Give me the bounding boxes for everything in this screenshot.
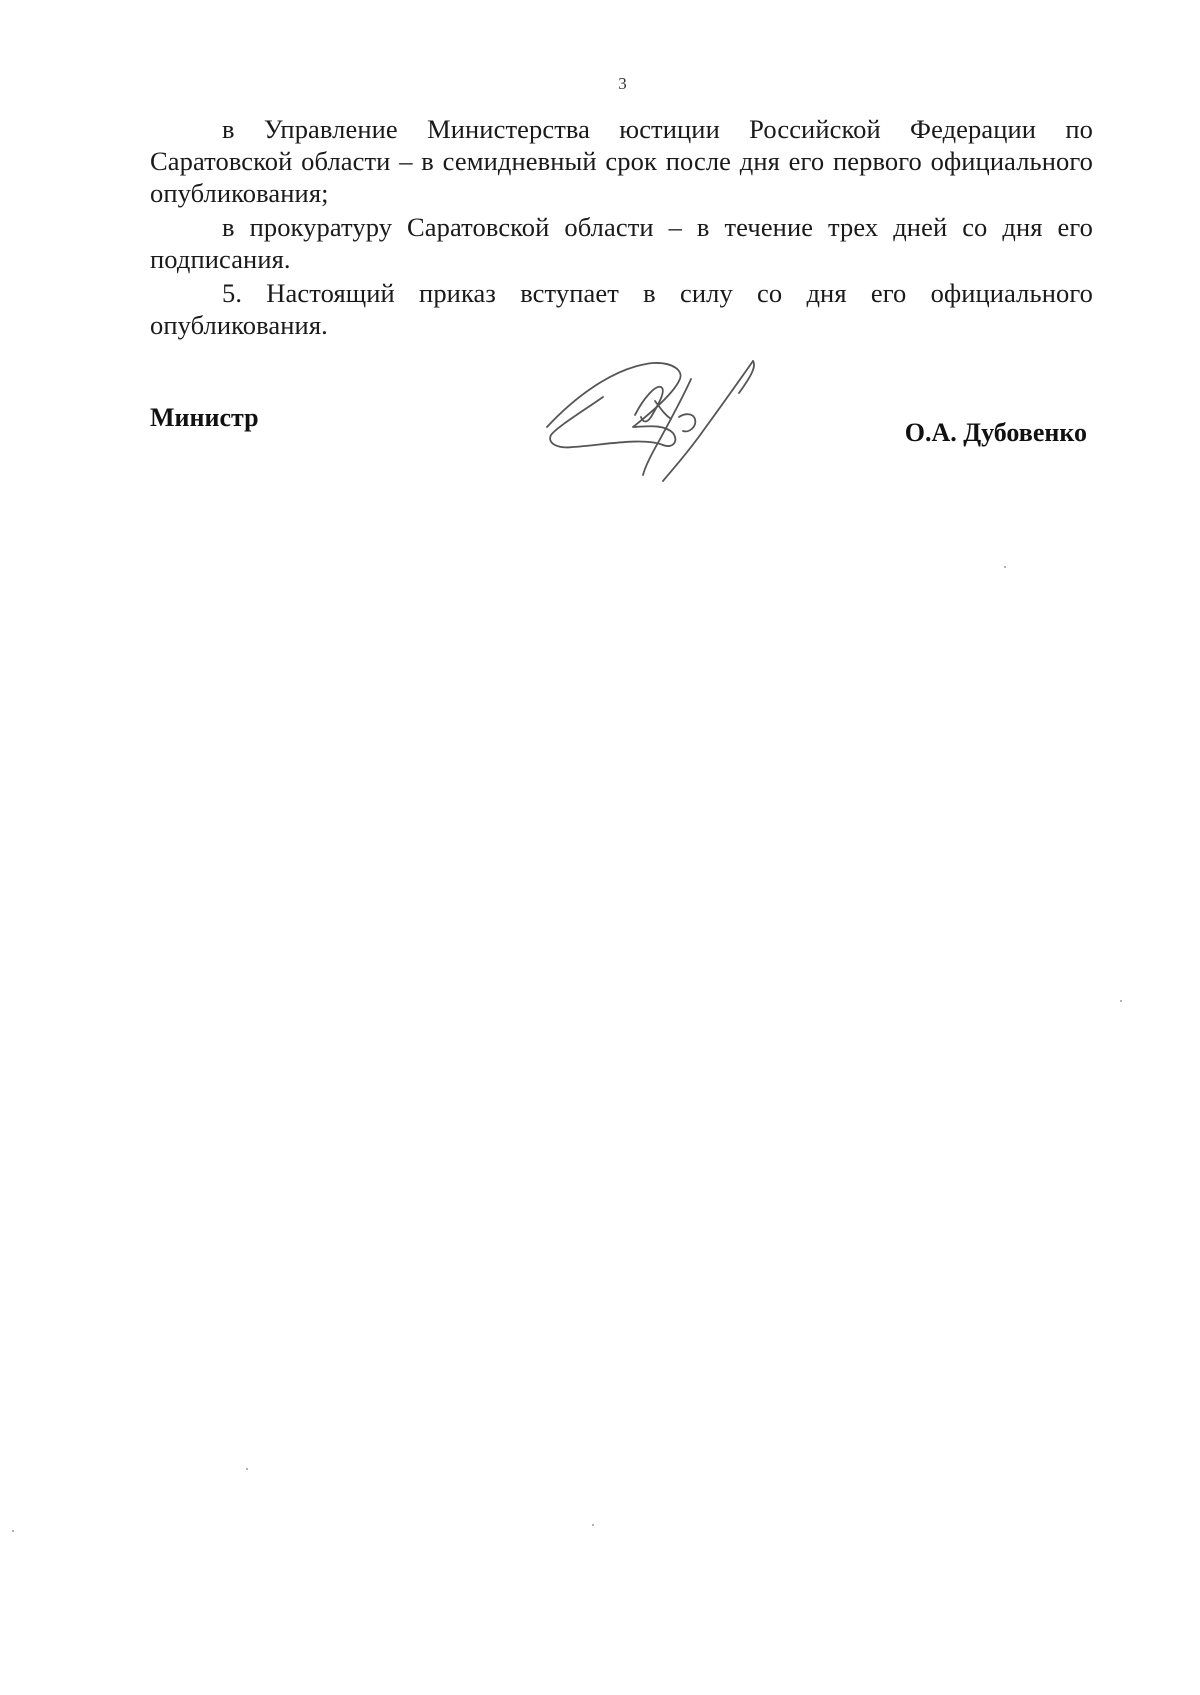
- paragraph-prosecutor-office: в прокуратуру Саратовской области – в течение трех дней со дня его подписания.: [150, 212, 1093, 274]
- scan-speck: [1120, 1000, 1122, 1002]
- scan-speck: [1004, 566, 1006, 568]
- document-body: [150, 113, 1093, 341]
- signature-block: [150, 403, 1093, 523]
- paragraph-registration-ministry-of-justice: в Управление Министерства юстиции Российской Федерации по Саратовской области – в семидневный срок после дня его первого официального опубликования;: [150, 114, 1093, 208]
- handwritten-signature: [543, 357, 783, 487]
- signatory-position: Министр: [150, 403, 259, 432]
- signatory-name: О.А. Дубовенко: [904, 418, 1087, 447]
- page-number: 3: [618, 74, 627, 93]
- scan-speck: [246, 1468, 248, 1470]
- paragraph-entry-into-force: 5. Настоящий приказ вступает в силу со дня его официального опубликования.: [150, 278, 1093, 340]
- scan-speck: [592, 1524, 594, 1526]
- scan-speck: [12, 1530, 14, 1532]
